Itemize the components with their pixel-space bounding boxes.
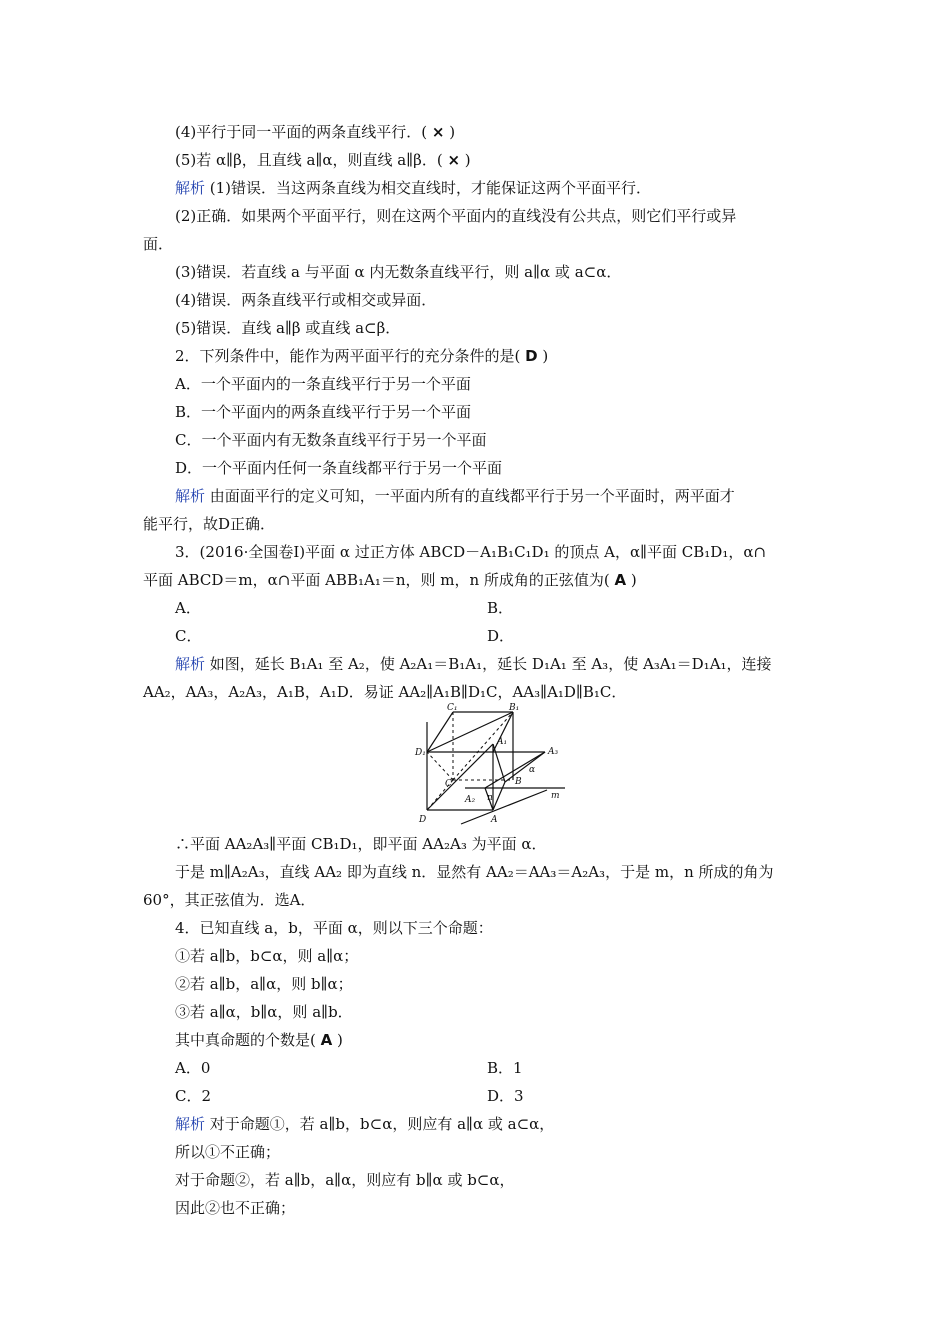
line-body: D．3 xyxy=(487,1087,524,1105)
line-body: A．一个平面内的一条直线平行于另一个平面 xyxy=(175,375,471,393)
label-alpha: α xyxy=(529,765,536,775)
q4-analysis-3 xyxy=(175,1170,515,1190)
line-body: (4)错误．两条直线平行或相交或异面． xyxy=(175,291,437,309)
line-body: 由面面平行的定义可知，一平面内所有的直线都平行于另一个平面时，两平面才 xyxy=(205,487,735,505)
q4-option-c xyxy=(175,1086,211,1106)
line-body: C．一个平面内有无数条直线平行于另一个平面 xyxy=(175,431,487,449)
q4-proposition-3 xyxy=(175,1002,353,1022)
label-A1: A₁ xyxy=(497,737,508,747)
cube-figure xyxy=(405,700,575,830)
label-B: B xyxy=(515,777,522,787)
line-suffix: ) xyxy=(626,571,637,589)
line-body: 2．下列条件中，能作为两平面平行的充分条件的是( xyxy=(175,347,526,365)
q4-proposition-1 xyxy=(175,946,358,966)
analysis-label: 解析 xyxy=(175,487,206,505)
q4-option-a xyxy=(175,1058,210,1078)
line-analysis-2-cont xyxy=(143,234,173,254)
q2-option-c xyxy=(175,430,486,450)
line-body: 60°，其正弦值为．选A． xyxy=(143,891,316,909)
q4-option-d xyxy=(487,1086,524,1106)
answer-mark: × xyxy=(431,123,445,141)
q2-option-d xyxy=(175,458,502,478)
line-body: (5)若 α∥β，且直线 a∥α，则直线 a∥β．( xyxy=(175,151,448,169)
q2-option-b xyxy=(175,402,471,422)
line-body: C． xyxy=(175,627,202,645)
q3-analysis xyxy=(175,654,772,674)
line-q1-4 xyxy=(175,122,455,142)
line-body: (5)错误．直线 a∥β 或直线 a⊂β． xyxy=(175,319,401,337)
line-body: 对于命题①，若 a∥b，b⊂α，则应有 a∥α 或 a⊂α， xyxy=(205,1115,555,1133)
line-body: (2)正确．如果两个平面平行，则在这两个平面内的直线没有公共点，则它们平行或异 xyxy=(175,207,737,225)
question-3-stem-cont xyxy=(143,570,637,590)
line-body: 3．(2016·全国卷Ⅰ)平面 α 过正方体 ABCD－A₁B₁C₁D₁ 的顶点 A，α∥平面 CB₁D₁，α∩ xyxy=(175,543,767,561)
line-body: 对于命题②，若 a∥b，a∥α，则应有 b∥α 或 b⊂α， xyxy=(175,1171,515,1189)
label-D: D xyxy=(419,815,427,825)
q3-conclusion-1 xyxy=(175,834,547,854)
line-body: ①若 a∥b，b⊂α，则 a∥α； xyxy=(175,947,359,965)
line-body: 能平行，故D正确． xyxy=(143,515,276,533)
label-m: m xyxy=(551,791,560,801)
line-body: D． xyxy=(487,627,515,645)
q2-analysis xyxy=(175,486,735,506)
line-body: (3)错误．若直线 a 与平面 α 内无数条直线平行，则 a∥α 或 a⊂α． xyxy=(175,263,622,281)
q3-option-a xyxy=(175,598,201,618)
q3-option-c xyxy=(175,626,201,646)
cube-diagram xyxy=(405,700,575,830)
q2-analysis-cont xyxy=(143,514,275,534)
line-suffix: ) xyxy=(444,123,456,141)
q3-conclusion-2 xyxy=(175,862,774,882)
line-body: B．1 xyxy=(487,1059,523,1077)
line-body: 4．已知直线 a，b，平面 α，则以下三个命题： xyxy=(175,919,493,937)
line-body: ③若 a∥α，b∥α，则 a∥b． xyxy=(175,1003,353,1021)
label-A2: A₂ xyxy=(465,795,476,805)
line-body: C．2 xyxy=(175,1087,212,1105)
q4-analysis-2 xyxy=(175,1142,280,1162)
line-analysis-3 xyxy=(175,262,621,282)
line-suffix: ) xyxy=(460,151,471,169)
analysis-label: 解析 xyxy=(175,655,206,673)
line-body: 因此②也不正确； xyxy=(175,1199,296,1217)
line-body: 其中真命题的个数是( xyxy=(175,1031,321,1049)
line-body: (1)错误．当这两条直线为相交直线时，才能保证这两个平面平行． xyxy=(205,179,652,197)
question-3-stem xyxy=(175,542,766,562)
answer-mark: D xyxy=(525,347,538,365)
question-2-stem xyxy=(175,346,548,366)
label-A: A xyxy=(491,815,498,825)
answer-mark: A xyxy=(614,571,627,589)
line-body: 平面 ABCD＝m，α∩平面 ABB₁A₁＝n，则 m，n 所成角的正弦值为( xyxy=(143,571,615,589)
analysis-label: 解析 xyxy=(175,1115,206,1133)
answer-mark: × xyxy=(447,151,461,169)
line-body: A． xyxy=(175,599,201,617)
line-analysis-4 xyxy=(175,290,436,310)
answer-mark: A xyxy=(320,1031,333,1049)
line-q1-5 xyxy=(175,150,471,170)
label-n: n xyxy=(487,793,493,803)
analysis-label: 解析 xyxy=(175,179,206,197)
q3-option-b xyxy=(487,598,513,618)
line-body: ②若 a∥b，a∥α，则 b∥α； xyxy=(175,975,353,993)
q3-analysis-cont xyxy=(143,682,626,702)
line-body: B．一个平面内的两条直线平行于另一个平面 xyxy=(175,403,472,421)
q4-question xyxy=(175,1030,343,1050)
line-body: AA₂，AA₃，A₂A₃，A₁B，A₁D．易证 AA₂∥A₁B∥D₁C，AA₃∥A₁D∥B₁C． xyxy=(143,683,627,701)
q4-proposition-2 xyxy=(175,974,353,994)
line-suffix: ) xyxy=(537,347,549,365)
line-analysis-2 xyxy=(175,206,736,226)
line-body: 面． xyxy=(143,235,174,253)
line-analysis-1 xyxy=(175,178,651,198)
label-B1: B₁ xyxy=(509,703,520,713)
label-C1: C₁ xyxy=(447,703,458,713)
q4-option-b xyxy=(487,1058,523,1078)
q2-option-a xyxy=(175,374,471,394)
label-D1: D₁ xyxy=(415,748,426,758)
line-body: (4)平行于同一平面的两条直线平行．( xyxy=(175,123,432,141)
line-body: B． xyxy=(487,599,514,617)
line-body: 所以①不正确； xyxy=(175,1143,281,1161)
q3-conclusion-3 xyxy=(143,890,315,910)
line-suffix: ) xyxy=(332,1031,343,1049)
question-4-stem xyxy=(175,918,493,938)
line-analysis-5 xyxy=(175,318,400,338)
line-body: 于是 m∥A₂A₃，直线 AA₂ 即为直线 n．显然有 AA₂＝AA₃＝A₂A₃，于是 m，n 所成的角为 xyxy=(175,863,774,881)
q4-analysis-1 xyxy=(175,1114,554,1134)
q4-analysis-4 xyxy=(175,1198,295,1218)
line-body: A．0 xyxy=(175,1059,211,1077)
label-C: C xyxy=(445,779,452,789)
q3-option-d xyxy=(487,626,514,646)
line-body: D．一个平面内任何一条直线都平行于另一个平面 xyxy=(175,459,503,477)
label-A3: A₃ xyxy=(548,747,559,757)
line-body: ∴平面 AA₂A₃∥平面 CB₁D₁，即平面 AA₂A₃ 为平面 α． xyxy=(175,835,547,853)
line-body: 如图，延长 B₁A₁ 至 A₂，使 A₂A₁＝B₁A₁，延长 D₁A₁ 至 A₃，使 A₃A₁＝D₁A₁，连接 xyxy=(205,655,772,673)
